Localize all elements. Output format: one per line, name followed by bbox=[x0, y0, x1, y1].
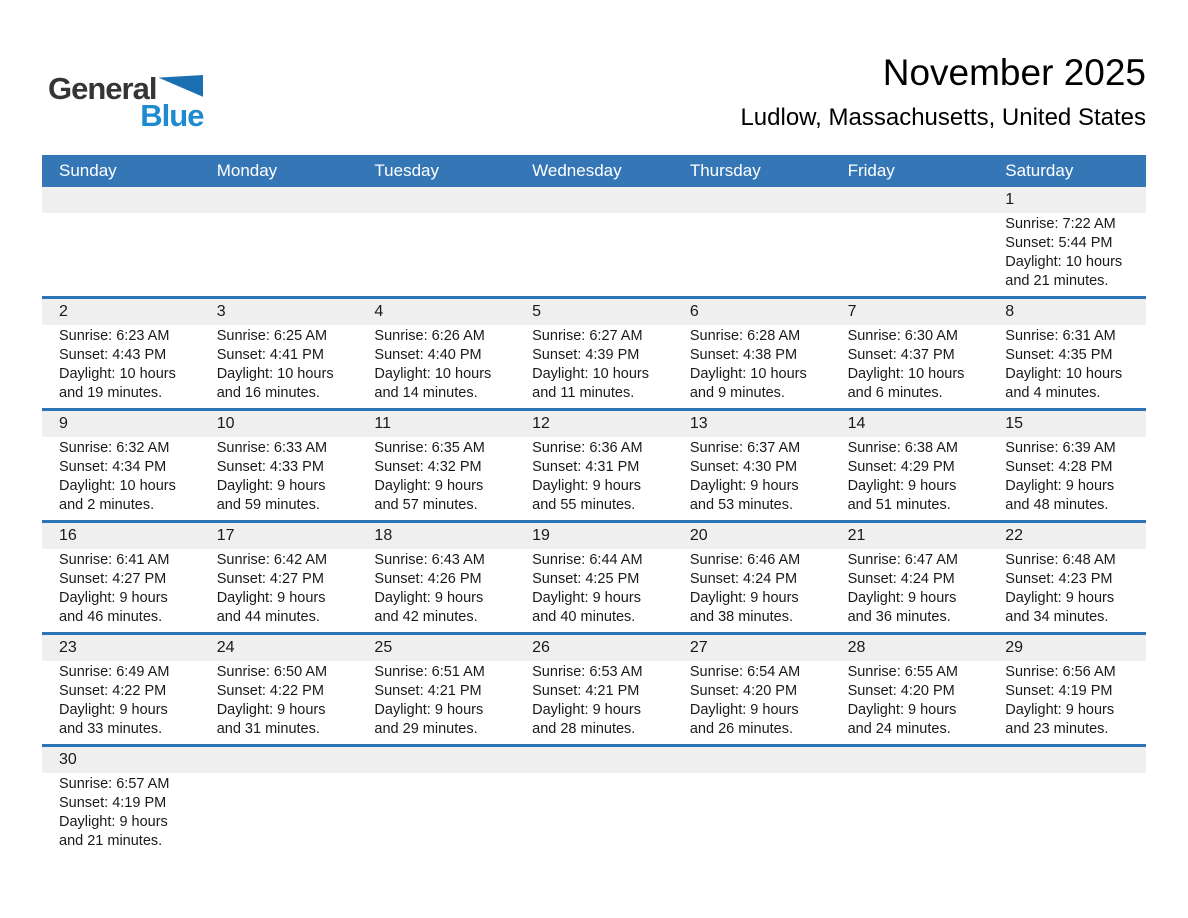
empty-day-cell bbox=[831, 213, 989, 296]
title-block bbox=[740, 52, 1146, 132]
daylight-text: Daylight: 9 hours and 44 minutes. bbox=[216, 590, 326, 625]
sunset-text: Sunset: 4:40 PM bbox=[374, 347, 482, 363]
day-number: 25 bbox=[374, 639, 393, 656]
sunset-text: Sunset: 4:32 PM bbox=[374, 459, 482, 475]
day-number: 12 bbox=[532, 415, 550, 432]
sunrise-text: Sunrise: 7:22 AM bbox=[1005, 216, 1116, 232]
daylight-text: Daylight: 9 hours and 59 minutes. bbox=[216, 478, 326, 513]
sunset-text: Sunset: 4:35 PM bbox=[1005, 347, 1113, 363]
date-number-band bbox=[42, 523, 1146, 549]
daylight-text: Daylight: 10 hours and 11 minutes. bbox=[532, 366, 650, 401]
day-number: 7 bbox=[847, 303, 857, 320]
day-number: 29 bbox=[1005, 639, 1024, 656]
daylight-text: Daylight: 9 hours and 21 minutes. bbox=[59, 814, 168, 849]
sunrise-text: Sunrise: 6:44 AM bbox=[532, 552, 643, 568]
sunrise-text: Sunrise: 6:30 AM bbox=[847, 328, 958, 344]
daylight-text: Daylight: 10 hours and 14 minutes. bbox=[374, 366, 492, 401]
sunrise-text: Sunrise: 6:38 AM bbox=[847, 440, 958, 456]
sunset-text: Sunset: 4:29 PM bbox=[847, 459, 955, 475]
sunset-text: Sunset: 4:21 PM bbox=[374, 683, 482, 699]
weekday-label-sunday: Sunday bbox=[59, 161, 117, 180]
sunrise-text: Sunrise: 6:54 AM bbox=[689, 664, 801, 680]
day-details bbox=[988, 661, 1146, 744]
day-details bbox=[42, 437, 200, 520]
day-details bbox=[831, 437, 989, 520]
logo-text-blue: Blue bbox=[140, 98, 204, 133]
sunset-text: Sunset: 4:41 PM bbox=[216, 347, 324, 363]
day-number: 4 bbox=[374, 303, 384, 320]
empty-day-cell bbox=[200, 773, 358, 856]
sunset-text: Sunset: 4:30 PM bbox=[689, 459, 798, 475]
date-number-band bbox=[42, 635, 1146, 661]
sunrise-text: Sunrise: 6:25 AM bbox=[216, 328, 328, 344]
calendar-week-row bbox=[42, 408, 1146, 520]
calendar-week-row bbox=[42, 296, 1146, 408]
day-details bbox=[515, 325, 673, 408]
sunset-text: Sunset: 4:22 PM bbox=[59, 683, 167, 699]
day-number: 27 bbox=[689, 639, 708, 656]
logo-text-general: General bbox=[48, 71, 157, 106]
day-details bbox=[673, 437, 831, 520]
day-details bbox=[357, 549, 515, 632]
page-title: November 2025 bbox=[882, 52, 1146, 93]
sunset-text: Sunset: 5:44 PM bbox=[1005, 235, 1113, 251]
daylight-text: Daylight: 9 hours and 36 minutes. bbox=[847, 590, 957, 625]
day-details bbox=[357, 437, 515, 520]
sunrise-text: Sunrise: 6:32 AM bbox=[59, 440, 170, 456]
day-details bbox=[42, 773, 200, 856]
daylight-text: Daylight: 9 hours and 31 minutes. bbox=[216, 702, 326, 737]
sunrise-text: Sunrise: 6:35 AM bbox=[374, 440, 485, 456]
day-number: 10 bbox=[216, 415, 235, 432]
day-content-band bbox=[42, 661, 1146, 744]
day-number: 18 bbox=[374, 527, 393, 544]
day-details bbox=[988, 437, 1146, 520]
page-header bbox=[0, 0, 1188, 155]
empty-day-cell bbox=[357, 213, 515, 296]
sunrise-text: Sunrise: 6:36 AM bbox=[532, 440, 643, 456]
daylight-text: Daylight: 9 hours and 55 minutes. bbox=[532, 478, 641, 513]
day-details bbox=[200, 325, 358, 408]
day-number: 23 bbox=[59, 639, 77, 656]
date-number-band bbox=[42, 747, 1146, 773]
daylight-text: Daylight: 10 hours and 21 minutes. bbox=[1005, 254, 1123, 289]
day-number: 21 bbox=[847, 527, 866, 544]
daylight-text: Daylight: 9 hours and 53 minutes. bbox=[689, 478, 799, 513]
sunset-text: Sunset: 4:19 PM bbox=[1005, 683, 1113, 699]
weekday-label-wednesday: Wednesday bbox=[532, 161, 622, 180]
sunrise-text: Sunrise: 6:55 AM bbox=[847, 664, 958, 680]
day-number: 15 bbox=[1005, 415, 1024, 432]
daylight-text: Daylight: 9 hours and 29 minutes. bbox=[374, 702, 484, 737]
weekday-label-saturday: Saturday bbox=[1005, 161, 1074, 180]
calendar-week-row bbox=[42, 744, 1146, 856]
empty-day-cell bbox=[42, 213, 200, 296]
sunrise-text: Sunrise: 6:49 AM bbox=[59, 664, 170, 680]
sunset-text: Sunset: 4:39 PM bbox=[532, 347, 640, 363]
day-number: 13 bbox=[689, 415, 708, 432]
daylight-text: Daylight: 9 hours and 26 minutes. bbox=[689, 702, 799, 737]
day-number: 22 bbox=[1005, 527, 1024, 544]
daylight-text: Daylight: 10 hours and 6 minutes. bbox=[847, 366, 965, 401]
calendar-week-row bbox=[42, 187, 1146, 296]
calendar-weeks bbox=[42, 187, 1146, 856]
day-details bbox=[673, 549, 831, 632]
sunset-text: Sunset: 4:22 PM bbox=[216, 683, 324, 699]
date-number-band bbox=[42, 187, 1146, 213]
day-number: 30 bbox=[59, 751, 77, 768]
sunrise-text: Sunrise: 6:47 AM bbox=[847, 552, 958, 568]
daylight-text: Daylight: 10 hours and 9 minutes. bbox=[689, 366, 807, 401]
day-number: 8 bbox=[1005, 303, 1015, 320]
day-details bbox=[831, 325, 989, 408]
day-content-band bbox=[42, 213, 1146, 296]
day-details bbox=[988, 549, 1146, 632]
sunrise-text: Sunrise: 6:56 AM bbox=[1005, 664, 1116, 680]
sunset-text: Sunset: 4:24 PM bbox=[689, 571, 798, 587]
day-details bbox=[673, 325, 831, 408]
sunrise-text: Sunrise: 6:26 AM bbox=[374, 328, 485, 344]
sunrise-text: Sunrise: 6:23 AM bbox=[59, 328, 170, 344]
sunrise-text: Sunrise: 6:41 AM bbox=[59, 552, 170, 568]
sunset-text: Sunset: 4:38 PM bbox=[689, 347, 798, 363]
daylight-text: Daylight: 9 hours and 40 minutes. bbox=[532, 590, 641, 625]
sunset-text: Sunset: 4:28 PM bbox=[1005, 459, 1113, 475]
daylight-text: Daylight: 9 hours and 38 minutes. bbox=[689, 590, 799, 625]
sunset-text: Sunset: 4:25 PM bbox=[532, 571, 640, 587]
weekday-label-friday: Friday bbox=[847, 161, 895, 180]
page-subtitle: Ludlow, Massachusetts, United States bbox=[740, 103, 1146, 131]
sunset-text: Sunset: 4:21 PM bbox=[532, 683, 640, 699]
sunrise-text: Sunrise: 6:39 AM bbox=[1005, 440, 1116, 456]
sunrise-text: Sunrise: 6:33 AM bbox=[216, 440, 328, 456]
daylight-text: Daylight: 9 hours and 24 minutes. bbox=[847, 702, 957, 737]
daylight-text: Daylight: 10 hours and 19 minutes. bbox=[59, 366, 176, 401]
day-details bbox=[515, 549, 673, 632]
sunset-text: Sunset: 4:23 PM bbox=[1005, 571, 1113, 587]
calendar-week-row bbox=[42, 632, 1146, 744]
sunrise-text: Sunrise: 6:31 AM bbox=[1005, 328, 1116, 344]
day-number: 28 bbox=[847, 639, 866, 656]
sunrise-text: Sunrise: 6:51 AM bbox=[374, 664, 485, 680]
daylight-text: Daylight: 10 hours and 4 minutes. bbox=[1005, 366, 1123, 401]
day-number: 26 bbox=[532, 639, 550, 656]
sunset-text: Sunset: 4:27 PM bbox=[59, 571, 167, 587]
date-number-band bbox=[42, 299, 1146, 325]
day-details bbox=[988, 325, 1146, 408]
sunset-text: Sunset: 4:20 PM bbox=[847, 683, 955, 699]
day-details bbox=[200, 661, 358, 744]
day-number: 19 bbox=[532, 527, 550, 544]
day-number: 2 bbox=[59, 303, 68, 320]
daylight-text: Daylight: 9 hours and 34 minutes. bbox=[1005, 590, 1115, 625]
day-details bbox=[357, 661, 515, 744]
sunset-text: Sunset: 4:20 PM bbox=[689, 683, 798, 699]
weekday-label-monday: Monday bbox=[216, 161, 278, 180]
sunset-text: Sunset: 4:34 PM bbox=[59, 459, 167, 475]
daylight-text: Daylight: 9 hours and 42 minutes. bbox=[374, 590, 484, 625]
sunrise-text: Sunrise: 6:43 AM bbox=[374, 552, 485, 568]
weekday-label-thursday: Thursday bbox=[689, 161, 761, 180]
calendar bbox=[42, 155, 1146, 856]
day-details bbox=[357, 325, 515, 408]
day-details bbox=[42, 661, 200, 744]
sunrise-text: Sunrise: 6:57 AM bbox=[59, 776, 170, 792]
empty-day-cell bbox=[831, 773, 989, 856]
day-number: 5 bbox=[532, 303, 542, 320]
day-number: 11 bbox=[374, 415, 392, 432]
sunset-text: Sunset: 4:26 PM bbox=[374, 571, 482, 587]
day-number: 17 bbox=[216, 527, 235, 544]
daylight-text: Daylight: 9 hours and 33 minutes. bbox=[59, 702, 168, 737]
day-details bbox=[515, 437, 673, 520]
day-details bbox=[988, 213, 1146, 296]
sunrise-text: Sunrise: 6:46 AM bbox=[689, 552, 801, 568]
daylight-text: Daylight: 9 hours and 28 minutes. bbox=[532, 702, 641, 737]
sunrise-text: Sunrise: 6:37 AM bbox=[689, 440, 801, 456]
empty-day-cell bbox=[988, 773, 1146, 856]
sunset-text: Sunset: 4:33 PM bbox=[216, 459, 324, 475]
logo-triangle-icon bbox=[158, 75, 203, 97]
day-number: 20 bbox=[689, 527, 708, 544]
date-number-band bbox=[42, 411, 1146, 437]
empty-day-cell bbox=[515, 773, 673, 856]
day-number: 24 bbox=[216, 639, 235, 656]
weekday-label-tuesday: Tuesday bbox=[374, 161, 439, 180]
daylight-text: Daylight: 9 hours and 46 minutes. bbox=[59, 590, 168, 625]
empty-day-cell bbox=[673, 773, 831, 856]
day-details bbox=[515, 661, 673, 744]
day-details bbox=[42, 325, 200, 408]
daylight-text: Daylight: 10 hours and 2 minutes. bbox=[59, 478, 176, 513]
daylight-text: Daylight: 9 hours and 51 minutes. bbox=[847, 478, 957, 513]
sunset-text: Sunset: 4:19 PM bbox=[59, 795, 167, 811]
empty-day-cell bbox=[673, 213, 831, 296]
day-number: 1 bbox=[1005, 191, 1015, 208]
sunrise-text: Sunrise: 6:48 AM bbox=[1005, 552, 1116, 568]
day-content-band bbox=[42, 773, 1146, 856]
day-number: 6 bbox=[689, 303, 699, 320]
sunrise-text: Sunrise: 6:50 AM bbox=[216, 664, 328, 680]
daylight-text: Daylight: 10 hours and 16 minutes. bbox=[216, 366, 334, 401]
weekday-header-row bbox=[42, 155, 1146, 187]
sunrise-text: Sunrise: 6:27 AM bbox=[532, 328, 643, 344]
sunrise-text: Sunrise: 6:42 AM bbox=[216, 552, 328, 568]
sunrise-text: Sunrise: 6:53 AM bbox=[532, 664, 643, 680]
sunset-text: Sunset: 4:31 PM bbox=[532, 459, 640, 475]
day-number: 14 bbox=[847, 415, 866, 432]
day-content-band bbox=[42, 325, 1146, 408]
sunrise-text: Sunrise: 6:28 AM bbox=[689, 328, 801, 344]
day-number: 16 bbox=[59, 527, 77, 544]
calendar-week-row bbox=[42, 520, 1146, 632]
day-details bbox=[200, 437, 358, 520]
day-number: 3 bbox=[216, 303, 226, 320]
day-details bbox=[831, 661, 989, 744]
day-content-band bbox=[42, 549, 1146, 632]
sunset-text: Sunset: 4:37 PM bbox=[847, 347, 955, 363]
day-number: 9 bbox=[59, 415, 68, 432]
sunset-text: Sunset: 4:43 PM bbox=[59, 347, 167, 363]
empty-day-cell bbox=[200, 213, 358, 296]
day-details bbox=[42, 549, 200, 632]
daylight-text: Daylight: 9 hours and 48 minutes. bbox=[1005, 478, 1115, 513]
sunset-text: Sunset: 4:27 PM bbox=[216, 571, 324, 587]
day-content-band bbox=[42, 437, 1146, 520]
day-details bbox=[200, 549, 358, 632]
general-blue-logo bbox=[48, 73, 203, 131]
daylight-text: Daylight: 9 hours and 57 minutes. bbox=[374, 478, 484, 513]
day-details bbox=[831, 549, 989, 632]
daylight-text: Daylight: 9 hours and 23 minutes. bbox=[1005, 702, 1115, 737]
empty-day-cell bbox=[515, 213, 673, 296]
empty-day-cell bbox=[357, 773, 515, 856]
day-details bbox=[673, 661, 831, 744]
sunset-text: Sunset: 4:24 PM bbox=[847, 571, 955, 587]
